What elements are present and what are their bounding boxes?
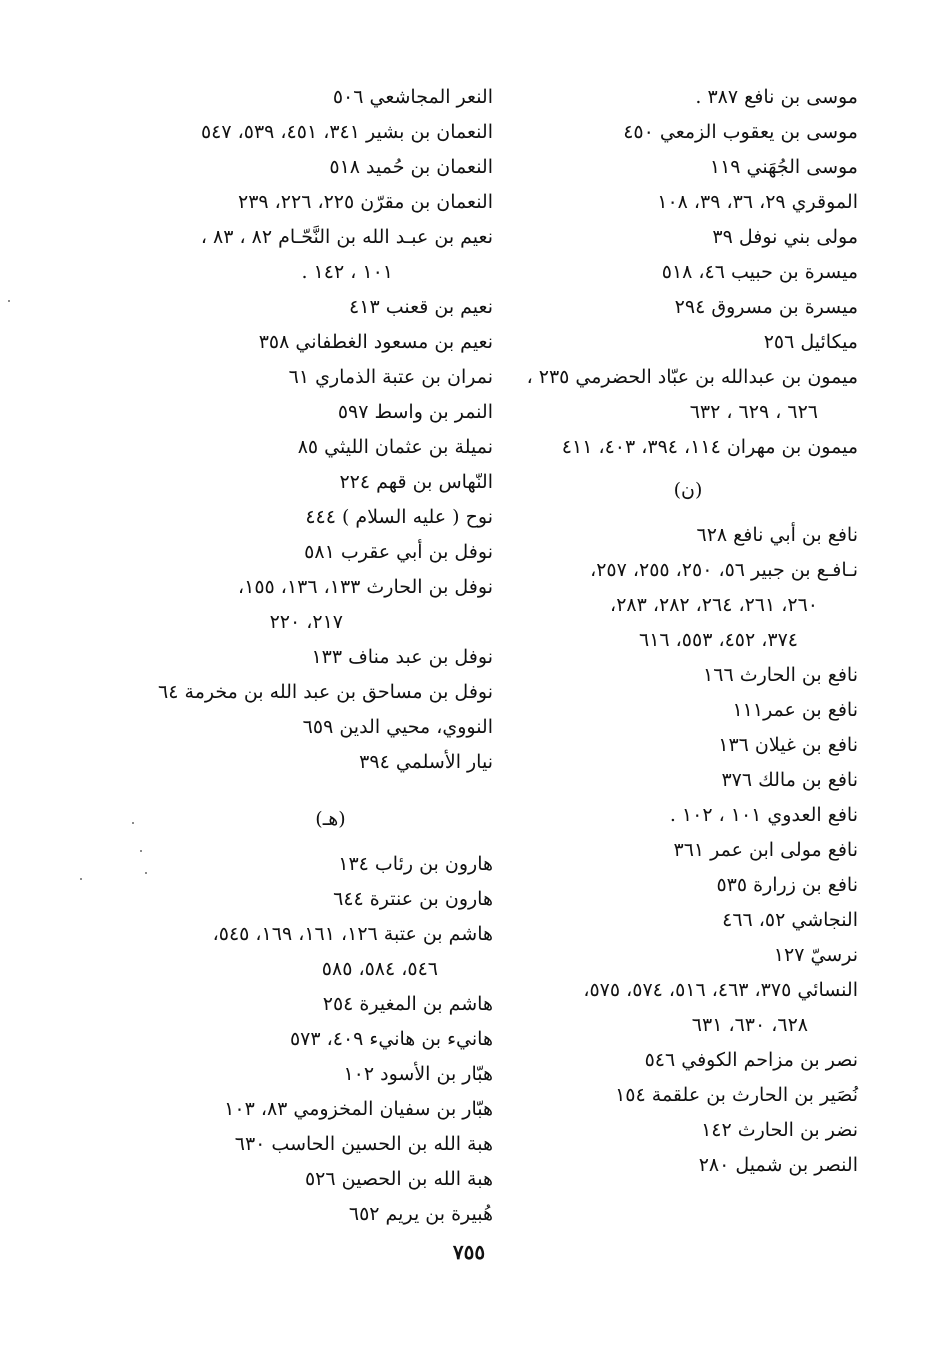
index-entry: الموقري ٢٩، ٣٦، ٣٩، ١٠٨ — [657, 191, 858, 213]
index-entry: هانيء بن هانيء ٤٠٩، ٥٧٣ — [289, 1028, 493, 1050]
index-entry: نوفل بن مساحق بن عبد الله بن مخرمة ٦٤ — [158, 681, 493, 703]
index-entry: نضر بن الحارث ١٤٢ — [701, 1119, 858, 1141]
index-entry-continuation: ٦٢٨، ٦٣٠، ٦٣١ — [691, 1014, 808, 1036]
index-entry: نوفل بن الحارث ١٣٣، ١٣٦، ١٥٥، — [238, 576, 493, 598]
index-entry: النووي، محيي الدين ٦٥٩ — [302, 716, 493, 738]
index-entry: نمران بن عتبة الذماري ٦١ — [288, 366, 493, 388]
index-entry: نوفل بن أبي عقرب ٥٨١ — [304, 541, 493, 563]
index-entry: النصر بن شميل ٢٨٠ — [698, 1154, 858, 1176]
index-entry: نعيم بن قعنب ٤١٣ — [349, 296, 493, 318]
index-entry: نوفل بن عبد مناف ١٣٣ — [311, 646, 493, 668]
index-entry: نصر بن مزاحم الكوفي ٥٤٦ — [644, 1049, 858, 1071]
section-heading-ha: (هـ) — [315, 808, 346, 830]
index-entry-continuation: ٣٧٤، ٤٥٢، ٥٥٣، ٦١٦ — [638, 629, 798, 651]
index-entry: هبّار بن الأسود ١٠٢ — [343, 1063, 493, 1085]
index-entry-continuation: ١٠١ ، ١٤٢ . — [301, 261, 393, 283]
scan-speck — [8, 300, 10, 302]
page-number: ٧٥٥ — [452, 1240, 486, 1264]
index-entry: نعيم بن عبـد الله بن النَّحّـام ٨٢ ، ٨٣ ، — [200, 226, 493, 248]
index-entry: النعر المجاشعي ٥٠٦ — [332, 86, 493, 108]
index-entry: النمر بن واسط ٥٩٧ — [337, 401, 493, 423]
index-entry: النّهاس بن قهم ٢٢٤ — [339, 471, 493, 493]
index-entry: هبة الله بن الحصين ٥٢٦ — [304, 1168, 493, 1190]
index-entry: موسى الجُهَني ١١٩ — [709, 156, 858, 178]
index-entry: ميسرة بن مسروق ٢٩٤ — [674, 296, 858, 318]
index-entry: ميمون بن مهران ١١٤، ٣٩٤، ٤٠٣، ٤١١ — [561, 436, 858, 458]
index-entry: نُصَير بن الحارث بن علقمة ١٥٤ — [615, 1084, 858, 1106]
index-entry: النعمان بن بشير ٣٤١، ٤٥١، ٥٣٩، ٥٤٧ — [200, 121, 493, 143]
left-index-column — [148, 80, 493, 1232]
index-entry: نرسيّ ١٢٧ — [773, 944, 858, 966]
index-entry: هبة الله بن الحسين الحاسب ٦٣٠ — [234, 1133, 493, 1155]
index-entry: نعيم بن مسعود الغطفاني ٣٥٨ — [258, 331, 493, 353]
index-entry: ميكائيل ٢٥٦ — [763, 331, 858, 353]
index-entry: مولى بني نوفل ٣٩ — [712, 226, 858, 248]
index-entry: موسى بن يعقوب الزمعي ٤٥٠ — [623, 121, 858, 143]
index-entry: نافع العدوي ١٠١ ، ١٠٢ . — [669, 804, 858, 826]
index-entry: نـافـع بن جبير ٥٦، ٢٥٠، ٢٥٥، ٢٥٧، — [590, 559, 858, 581]
index-entry: هاشم بن عتبة ١٢٦، ١٦١، ١٦٩، ٥٤٥، — [212, 923, 493, 945]
index-entry: هارون بن عنترة ٦٤٤ — [333, 888, 493, 910]
index-entry: النعمان بن حُميد ٥١٨ — [329, 156, 493, 178]
right-index-column — [518, 80, 858, 1183]
index-entry-continuation: ٢٦٠، ٢٦١، ٢٦٤، ٢٨٢، ٢٨٣، — [610, 594, 818, 616]
index-entry: نافع بن الحارث ١٦٦ — [703, 664, 858, 686]
section-heading-nun: (ن) — [673, 479, 703, 501]
index-entry: نافع بن عمر١١١ — [732, 699, 858, 721]
index-entry: ميمون بن عبدالله بن عبّاد الحضرمي ٢٣٥ ، — [526, 366, 858, 388]
section-gap — [148, 780, 493, 794]
index-entry: هارون بن رئاب ١٣٤ — [338, 853, 493, 875]
index-entry: نافع بن زرارة ٥٣٥ — [716, 874, 858, 896]
index-entry: النسائي ٣٧٥، ٤٦٣، ٥١٦، ٥٧٤، ٥٧٥، — [583, 979, 858, 1001]
index-entry: ميسرة بن حبيب ٤٦، ٥١٨ — [661, 261, 858, 283]
index-entry: نميلة بن عثمان الليثي ٨٥ — [297, 436, 493, 458]
scan-speck — [132, 822, 134, 824]
index-entry-continuation: ٥٤٦، ٥٨٤، ٥٨٥ — [321, 958, 438, 980]
index-entry-continuation: ٦٢٦ ، ٦٢٩ ، ٦٣٢ — [689, 401, 818, 423]
index-entry: النعمان بن مقرّن ٢٢٥، ٢٢٦، ٢٣٩ — [237, 191, 493, 213]
index-entry: نوح ( عليه السلام ) ٤٤٤ — [305, 506, 493, 528]
index-entry: نافع بن أبي نافع ٦٢٨ — [696, 524, 858, 546]
scan-speck — [80, 878, 82, 880]
scan-speck — [140, 850, 142, 852]
index-entry: نافع مولى ابن عمر ٣٦١ — [673, 839, 858, 861]
index-entry: هبّار بن سفيان المخزومي ٨٣، ١٠٣ — [224, 1098, 493, 1120]
index-entry: هاشم بن المغيرة ٢٥٤ — [322, 993, 493, 1015]
scan-speck — [145, 872, 147, 874]
index-entry-continuation: ٢١٧، ٢٢٠ — [269, 611, 343, 633]
index-entry: نيار الأسلمي ٣٩٤ — [359, 751, 493, 773]
index-entry: نافع بن غيلان ١٣٦ — [718, 734, 858, 756]
index-entry: النجاشي ٥٢، ٤٦٦ — [722, 909, 858, 931]
index-entry: هُبيرة بن يريم ٦٥٢ — [348, 1203, 493, 1225]
index-entry: موسى بن نافع ٣٨٧ . — [695, 86, 858, 108]
index-entry: نافع بن مالك ٣٧٦ — [721, 769, 858, 791]
